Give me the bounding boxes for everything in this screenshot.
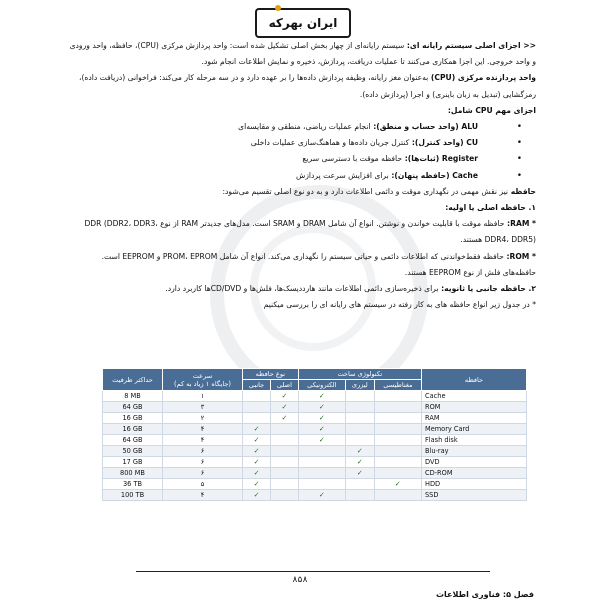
cell-laser [345,468,374,479]
cell-primary [271,391,299,402]
cell-laser [345,457,374,468]
page-number: ۸۵۸ [292,575,308,585]
cell-speed: ۱ [163,391,243,402]
cell-laser [345,391,374,402]
memory-table [102,368,527,501]
cell-capacity: 8 MB [103,391,163,402]
col-speed-sub: (جایگاه ۱ زیاد به کم) [174,379,231,388]
cell-secondary [243,479,271,490]
cell-name: Blu-ray [422,446,527,457]
logo [255,8,351,38]
bullet-bold: CU (واحد کنترل): [409,138,478,148]
cell-secondary [243,413,271,424]
paragraph-text: به‌عنوان مغز رایانه، وظیفه پردازش داده‌ها را بر عهده دارد و در سه مرحله کار می‌کند: فراخوانی (دریافت داده)، رمزگشایی (تبدیل به زبان باینری) و اجرا (پردازش داده). [79,73,536,99]
cell-speed: ۴ [163,424,243,435]
table-header-row [103,369,527,380]
bullet-bold: Register (ثبات‌ها): [402,154,478,164]
cell-laser [345,413,374,424]
col-group-type: نوع حافظه [243,369,299,380]
cell-electronic [298,457,345,468]
cell-magnetic [374,435,421,446]
col-capacity: حداکثر ظرفیت [103,369,163,391]
cell-speed: ۳ [163,402,243,413]
cell-capacity: 800 MB [103,468,163,479]
col-speed-label: سرعت [192,371,213,380]
check-icon: ✓ [318,425,325,433]
check-icon: ✓ [356,469,363,477]
cell-electronic [298,413,345,424]
cell-primary [271,413,299,424]
check-icon: ✓ [253,425,260,433]
table-row [103,446,527,457]
cell-secondary [243,457,271,468]
table-row [103,457,527,468]
cell-magnetic [374,490,421,501]
col-memory: حافظه [422,369,527,391]
cell-magnetic [374,457,421,468]
check-icon: ✓ [281,392,288,400]
heading-text: ۱. حافظه اصلی یا اولیه: [445,203,536,213]
check-icon: ✓ [318,392,325,400]
cell-secondary [243,446,271,457]
paragraph-text: برای ذخیره‌سازی دائمی اطلاعات مانند هارددیسک‌ها، فلش‌ها و CD/DVDها کاربرد دارد. [165,284,439,294]
cell-electronic [298,391,345,402]
cell-capacity: 64 GB [103,402,163,413]
cell-electronic [298,479,345,490]
cell-magnetic [374,402,421,413]
cell-capacity: 64 GB [103,435,163,446]
paragraph-cpu-parts [68,103,536,119]
cell-laser [345,402,374,413]
cell-electronic [298,468,345,479]
cell-laser [345,424,374,435]
cell-secondary [243,391,271,402]
table-row [103,490,527,501]
table-body [103,391,527,501]
check-icon: ✓ [253,447,260,455]
cell-primary [271,457,299,468]
cell-name: DVD [422,457,527,468]
check-icon: ✓ [318,491,325,499]
cell-laser [345,490,374,501]
cell-speed: ۵ [163,479,243,490]
paragraph-bold: * ROM: [503,251,536,261]
check-icon: ✓ [253,480,260,488]
table-row [103,479,527,490]
cell-primary [271,402,299,413]
table-row [103,424,527,435]
paragraph-rom [68,249,536,281]
cell-secondary [243,468,271,479]
col-speed [163,369,243,391]
check-icon: ✓ [318,414,325,422]
cell-speed: ۴ [163,490,243,501]
bullet-text: حافظه موقت با دسترسی سریع [302,154,403,164]
col-group-tech: تکنولوژی ساخت [298,369,421,380]
cell-electronic [298,446,345,457]
check-icon: ✓ [356,447,363,455]
bullet-alu [68,119,536,135]
bullet-text: کنترل جریان داده‌ها و هماهنگ‌سازی عملیات داخلی [250,138,410,148]
logo-dot-icon [275,5,281,11]
cell-magnetic [374,446,421,457]
chapter-title: فصل ۵: فناوری اطلاعات [436,590,534,599]
cell-capacity: 16 GB [103,424,163,435]
footer-rule [136,571,490,572]
cell-electronic [298,424,345,435]
cell-primary [271,490,299,501]
check-icon: ✓ [318,436,325,444]
col-primary: اصلی [271,380,299,391]
cell-secondary [243,435,271,446]
cell-electronic [298,435,345,446]
cell-name: Flash disk [422,435,527,446]
cell-capacity: 17 GB [103,457,163,468]
cell-name: SSD [422,490,527,501]
bullet-text: انجام عملیات ریاضی، منطقی و مقایسه‌ای [238,122,371,132]
cell-magnetic [374,424,421,435]
cell-capacity: 100 TB [103,490,163,501]
cell-primary [271,468,299,479]
cell-capacity: 50 GB [103,446,163,457]
check-icon: ✓ [281,403,288,411]
col-laser: لیزری [345,380,374,391]
cell-magnetic [374,479,421,490]
cell-electronic [298,402,345,413]
check-icon: ✓ [253,469,260,477]
cell-laser [345,435,374,446]
cell-name: ROM [422,402,527,413]
cell-secondary [243,490,271,501]
paragraph-bold: واحد پردازنده مرکزی (CPU) [428,73,536,83]
bullet-register [68,151,536,167]
table-row [103,435,527,446]
bullet-text: برای افزایش سرعت پردازش [296,170,389,180]
cell-secondary [243,402,271,413]
cell-speed: ۴ [163,435,243,446]
cell-secondary [243,424,271,435]
paragraph-bold: * RAM: [504,219,536,229]
paragraph-ram [68,216,536,248]
cell-primary [271,424,299,435]
col-electronic: الکترونیکی [298,380,345,391]
cell-speed: ۶ [163,457,243,468]
paragraph-secondary-memory [68,281,536,297]
cell-name: CD-ROM [422,468,527,479]
paragraph-cpu [68,70,536,102]
cell-magnetic [374,468,421,479]
check-icon: ✓ [253,458,260,466]
check-icon: ✓ [394,480,401,488]
cell-name: Cache [422,391,527,402]
cell-laser [345,479,374,490]
heading-primary-memory [68,200,536,216]
cell-speed: ۶ [163,468,243,479]
table-row [103,402,527,413]
paragraph-text: نیز نقش مهمی در نگهداری موقت و دائمی اطلاعات دارد و به دو نوع اصلی تقسیم می‌شود: [222,186,509,196]
paragraph-bold: ۲. حافظه جانبی یا ثانویه: [438,284,536,294]
cell-magnetic [374,391,421,402]
bullet-cu [68,135,536,151]
cell-name: RAM [422,413,527,424]
bullet-bold: Cache (حافظه پنهان): [388,170,478,180]
bullet-cache [68,168,536,184]
check-icon: ✓ [253,436,260,444]
bullet-bold: ALU (واحد حساب و منطق): [370,122,478,132]
cell-speed: ۲ [163,413,243,424]
cell-laser [345,446,374,457]
paragraph-table-intro: * در جدول زیر انواع حافظه های به کار رفته در سیستم های رایانه ای را بررسی میکنیم [263,300,536,310]
check-icon: ✓ [253,491,260,499]
cell-magnetic [374,413,421,424]
paragraph-text: حافظه موقت با قابلیت خواندن و نوشتن. انواع آن شامل DRAM و SRAM است. مدل‌های جدیدتر RAM از نوع DDR (DDR2، DDR3، DDR4، DDR5) هستند. [84,219,536,245]
logo-text: ایران‌ بهرکه [268,16,338,30]
paragraph-bold: << اجزای اصلی سیستم رایانه ای: [404,41,536,50]
cell-capacity: 16 GB [103,413,163,424]
col-magnetic: مغناطیسی [374,380,421,391]
cell-primary [271,479,299,490]
cell-capacity: 36 TB [103,479,163,490]
cell-electronic [298,490,345,501]
paragraph-bold: اجزای مهم CPU شامل: [447,105,536,115]
cell-name: HDD [422,479,527,490]
cell-primary [271,446,299,457]
table-row [103,391,527,402]
cell-primary [271,435,299,446]
paragraph-bold: حافظه [508,186,536,196]
paragraph-memory [68,184,536,200]
check-icon: ✓ [281,414,288,422]
table-row [103,468,527,479]
body-text [68,38,536,313]
paragraph-text: حافظه فقط‌خواندنی که اطلاعات دائمی و حیاتی سیستم را نگهداری می‌کند. انواع آن شامل PROM، EPROM و EEPROM است. حافظه‌های فلش از نوع EEPROM هستند. [101,251,536,277]
paragraph-overview [68,38,536,70]
table-row [103,413,527,424]
check-icon: ✓ [318,403,325,411]
col-secondary: جانبی [243,380,271,391]
cell-speed: ۶ [163,446,243,457]
cell-name: Memory Card [422,424,527,435]
check-icon: ✓ [356,458,363,466]
paragraph-text: سیستم رایانه‌ای از چهار بخش اصلی تشکیل شده است: واحد پردازش مرکزی (CPU)، حافظه، واحد ورودی و واحد خروجی. این اجزا همکاری می‌کنند تا عملیات دریافت، پردازش، ذخیره و نمایش اطلاعات انجام شود. [69,41,536,67]
